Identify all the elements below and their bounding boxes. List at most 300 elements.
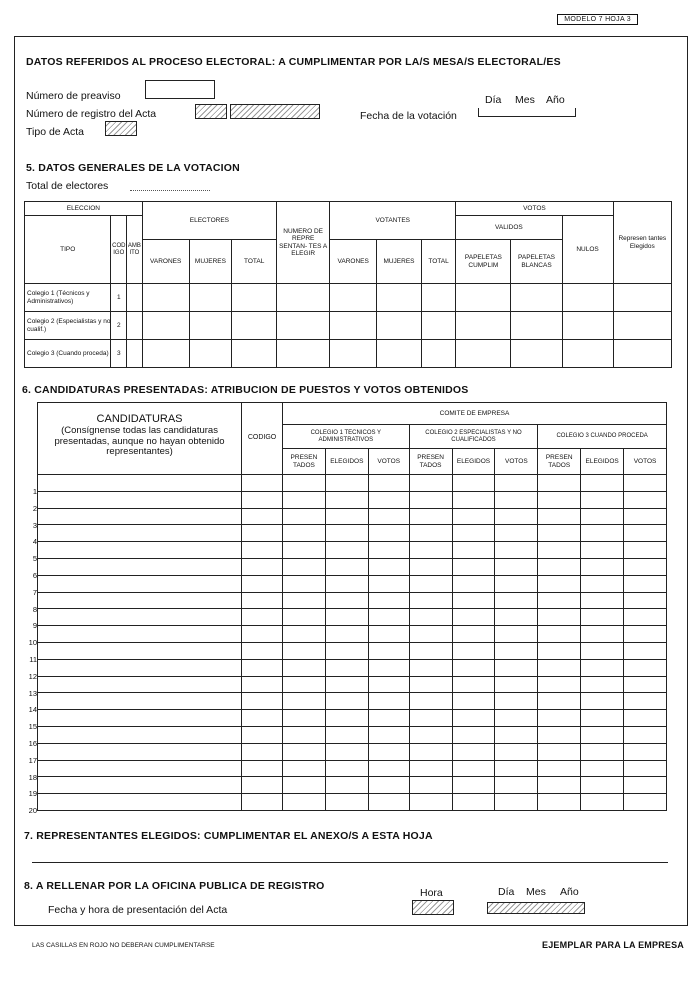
value-cell[interactable] <box>368 777 409 794</box>
value-cell[interactable] <box>325 525 368 542</box>
value-cell[interactable] <box>495 525 538 542</box>
value-cell[interactable] <box>624 710 667 727</box>
value-cell[interactable] <box>452 659 495 676</box>
value-cell[interactable] <box>495 659 538 676</box>
value-cell[interactable] <box>581 726 624 743</box>
registro-field-2 <box>230 104 320 119</box>
value-cell[interactable] <box>325 760 368 777</box>
row-number: 1 <box>32 487 37 496</box>
value-cell[interactable] <box>242 592 283 609</box>
row-number: 15 <box>28 722 37 732</box>
s8-title: 8. A RELLENAR POR LA OFICINA PUBLICA DE REGISTRO <box>24 880 325 892</box>
value-cell[interactable] <box>581 475 624 492</box>
value-cell[interactable] <box>452 525 495 542</box>
th-papeletas-blancas: PAPELETAS BLANCAS <box>511 240 562 284</box>
value-cell[interactable] <box>368 626 409 643</box>
th-votos: VOTOS <box>456 202 613 216</box>
value-cell[interactable] <box>538 693 581 710</box>
value-cell[interactable] <box>538 558 581 575</box>
value-cell[interactable] <box>368 542 409 559</box>
value-cell[interactable] <box>409 743 452 760</box>
candidatura-cell[interactable] <box>38 777 242 794</box>
value-cell[interactable] <box>495 491 538 508</box>
value-cell[interactable] <box>624 508 667 525</box>
value-cell[interactable] <box>325 693 368 710</box>
value-cell[interactable] <box>325 726 368 743</box>
value-cell[interactable] <box>581 525 624 542</box>
value-cell[interactable] <box>409 575 452 592</box>
value-cell[interactable] <box>581 743 624 760</box>
th-nulos: NULOS <box>562 216 613 284</box>
value-cell[interactable] <box>282 794 325 811</box>
value-cell[interactable] <box>495 726 538 743</box>
value-cell[interactable] <box>538 659 581 676</box>
value-cell[interactable] <box>282 726 325 743</box>
row-number: 5 <box>32 554 37 564</box>
value-cell[interactable] <box>409 626 452 643</box>
row-number: 12 <box>28 671 37 681</box>
value-cell[interactable] <box>495 676 538 693</box>
candidatura-cell[interactable] <box>38 726 242 743</box>
value-cell[interactable] <box>452 726 495 743</box>
value-cell[interactable] <box>538 676 581 693</box>
candidatura-cell[interactable] <box>38 491 242 508</box>
value-cell[interactable] <box>282 491 325 508</box>
th-validos: VALIDOS <box>456 216 562 240</box>
value-cell[interactable] <box>581 794 624 811</box>
value-cell[interactable] <box>325 592 368 609</box>
value-cell[interactable] <box>368 491 409 508</box>
value-cell[interactable] <box>581 592 624 609</box>
divider <box>32 862 668 863</box>
s5-title: 5. DATOS GENERALES DE LA VOTACION <box>26 162 240 174</box>
table-row <box>38 710 667 727</box>
value-cell[interactable] <box>368 760 409 777</box>
row-number: 20 <box>28 806 37 816</box>
value-cell[interactable] <box>581 626 624 643</box>
value-cell[interactable] <box>282 609 325 626</box>
value-cell[interactable] <box>581 777 624 794</box>
value-cell[interactable] <box>538 642 581 659</box>
value-cell[interactable] <box>242 642 283 659</box>
candidatura-cell[interactable] <box>38 676 242 693</box>
tipo-acta-field <box>105 121 137 136</box>
value-cell[interactable] <box>495 710 538 727</box>
th-tipo: TIPO <box>25 216 111 284</box>
row-number: 6 <box>32 570 37 580</box>
candidatura-cell[interactable] <box>38 508 242 525</box>
value-cell[interactable] <box>242 693 283 710</box>
value-cell[interactable] <box>495 558 538 575</box>
value-cell[interactable] <box>242 794 283 811</box>
preaviso-label: Número de preaviso <box>26 90 121 102</box>
candidatura-cell[interactable] <box>38 592 242 609</box>
value-cell[interactable] <box>242 475 283 492</box>
value-cell[interactable] <box>452 777 495 794</box>
value-cell[interactable] <box>495 760 538 777</box>
value-cell[interactable] <box>282 558 325 575</box>
value-cell[interactable] <box>325 475 368 492</box>
value-cell[interactable] <box>242 676 283 693</box>
row-tipo: Colegio 3 (Cuando proceda) <box>25 340 111 368</box>
value-cell[interactable] <box>452 475 495 492</box>
value-cell[interactable] <box>538 575 581 592</box>
value-cell[interactable] <box>624 558 667 575</box>
value-cell[interactable] <box>282 760 325 777</box>
value-cell[interactable] <box>581 609 624 626</box>
value-cell[interactable] <box>624 491 667 508</box>
th-representantes: Represen tantes Elegidos <box>613 202 671 284</box>
s6-title: 6. CANDIDATURAS PRESENTADAS: ATRIBUCION DE PUESTOS Y VOTOS OBTENIDOS <box>22 384 469 396</box>
value-cell[interactable] <box>495 777 538 794</box>
value-cell[interactable] <box>325 626 368 643</box>
candidatura-cell[interactable] <box>38 575 242 592</box>
th-candidaturas <box>38 403 242 475</box>
value-cell[interactable] <box>242 626 283 643</box>
value-cell[interactable] <box>581 558 624 575</box>
dia-label: Día <box>485 94 502 106</box>
value-cell[interactable] <box>495 609 538 626</box>
row-codigo: 3 <box>111 340 127 368</box>
value-cell[interactable] <box>242 777 283 794</box>
value-cell[interactable] <box>242 659 283 676</box>
value-cell[interactable] <box>581 508 624 525</box>
value-cell[interactable] <box>325 777 368 794</box>
value-cell[interactable] <box>368 743 409 760</box>
th-c1-votos: VOTOS <box>368 449 409 475</box>
s8-dia-label: Día <box>498 886 515 898</box>
value-cell[interactable] <box>538 475 581 492</box>
table-row <box>38 693 667 710</box>
value-cell[interactable] <box>495 508 538 525</box>
value-cell[interactable] <box>452 676 495 693</box>
row-number: 19 <box>28 789 37 799</box>
th-codigo: CODIGO <box>242 403 283 475</box>
value-cell[interactable] <box>409 693 452 710</box>
candidatura-cell[interactable] <box>38 609 242 626</box>
fecha-votacion-field[interactable] <box>478 108 576 117</box>
value-cell[interactable] <box>409 475 452 492</box>
th-papeletas-cumplim: PAPELETAS CUMPLIM <box>456 240 511 284</box>
th-v-total: TOTAL <box>421 240 455 284</box>
value-cell[interactable] <box>624 525 667 542</box>
value-cell[interactable] <box>452 642 495 659</box>
value-cell[interactable] <box>282 508 325 525</box>
value-cell[interactable] <box>495 743 538 760</box>
value-cell[interactable] <box>624 743 667 760</box>
value-cell[interactable] <box>624 794 667 811</box>
candidatura-cell[interactable] <box>38 475 242 492</box>
th-numero-repre: NUMERO DE REPRE SENTAN- TES A ELEGIR <box>277 202 330 284</box>
value-cell[interactable] <box>538 609 581 626</box>
fecha-votacion-label: Fecha de la votación <box>360 110 457 122</box>
value-cell[interactable] <box>368 726 409 743</box>
value-cell[interactable] <box>325 743 368 760</box>
hora-field <box>412 900 454 915</box>
value-cell[interactable] <box>495 575 538 592</box>
value-cell[interactable] <box>368 592 409 609</box>
value-cell[interactable] <box>452 508 495 525</box>
value-cell[interactable] <box>538 626 581 643</box>
value-cell[interactable] <box>452 609 495 626</box>
candidatura-cell[interactable] <box>38 693 242 710</box>
value-cell[interactable] <box>325 659 368 676</box>
th-v-mujeres: MUJERES <box>377 240 422 284</box>
value-cell[interactable] <box>325 642 368 659</box>
value-cell[interactable] <box>409 726 452 743</box>
value-cell[interactable] <box>325 609 368 626</box>
row-number: 8 <box>32 604 37 614</box>
value-cell[interactable] <box>495 542 538 559</box>
value-cell[interactable] <box>368 676 409 693</box>
s8-mes-label: Mes <box>526 886 546 898</box>
value-cell[interactable] <box>282 743 325 760</box>
value-cell[interactable] <box>242 542 283 559</box>
value-cell[interactable] <box>242 491 283 508</box>
value-cell[interactable] <box>325 710 368 727</box>
value-cell[interactable] <box>282 542 325 559</box>
fecha-hora-label: Fecha y hora de presentación del Acta <box>48 904 228 916</box>
value-cell[interactable] <box>581 760 624 777</box>
value-cell[interactable] <box>581 642 624 659</box>
value-cell[interactable] <box>581 575 624 592</box>
value-cell[interactable] <box>325 558 368 575</box>
s8-anio-label: Año <box>560 886 579 898</box>
value-cell[interactable] <box>368 794 409 811</box>
value-cell[interactable] <box>368 710 409 727</box>
candidatura-cell[interactable] <box>38 794 242 811</box>
value-cell[interactable] <box>282 710 325 727</box>
row-codigo: 2 <box>111 312 127 340</box>
th-electores: ELECTORES <box>142 202 276 240</box>
value-cell[interactable] <box>495 642 538 659</box>
value-cell[interactable] <box>581 491 624 508</box>
value-cell[interactable] <box>282 475 325 492</box>
value-cell[interactable] <box>538 508 581 525</box>
value-cell[interactable] <box>368 693 409 710</box>
value-cell[interactable] <box>409 491 452 508</box>
value-cell[interactable] <box>538 542 581 559</box>
value-cell[interactable] <box>624 542 667 559</box>
value-cell[interactable] <box>409 592 452 609</box>
value-cell[interactable] <box>624 575 667 592</box>
value-cell[interactable] <box>624 609 667 626</box>
table-row <box>38 575 667 592</box>
value-cell[interactable] <box>409 659 452 676</box>
value-cell[interactable] <box>368 609 409 626</box>
value-cell[interactable] <box>581 542 624 559</box>
registro-field-1 <box>195 104 227 119</box>
value-cell[interactable] <box>581 659 624 676</box>
th-codigo: CODIGO <box>111 216 127 284</box>
value-cell[interactable] <box>495 592 538 609</box>
value-cell[interactable] <box>242 743 283 760</box>
value-cell[interactable] <box>538 726 581 743</box>
value-cell[interactable] <box>624 777 667 794</box>
table-row <box>25 284 672 312</box>
table-row <box>38 626 667 643</box>
value-cell[interactable] <box>368 475 409 492</box>
candidatura-cell[interactable] <box>38 710 242 727</box>
th-e-varones: VARONES <box>142 240 189 284</box>
s8-fecha-field <box>487 902 585 914</box>
th-colegio1: COLEGIO 1 TECNICOS Y ADMINISTRATIVOS <box>282 425 409 449</box>
value-cell[interactable] <box>282 777 325 794</box>
value-cell[interactable] <box>624 626 667 643</box>
footer-copy: EJEMPLAR PARA LA EMPRESA <box>542 940 684 950</box>
table-row <box>38 542 667 559</box>
value-cell[interactable] <box>624 676 667 693</box>
preaviso-field[interactable] <box>145 80 215 99</box>
value-cell[interactable] <box>282 693 325 710</box>
value-cell[interactable] <box>409 710 452 727</box>
row-number: 3 <box>32 520 37 530</box>
row-tipo: Colegio 2 (Especialistas y no cualif.) <box>25 312 111 340</box>
table-row <box>38 743 667 760</box>
value-cell[interactable] <box>325 542 368 559</box>
value-cell[interactable] <box>538 760 581 777</box>
value-cell[interactable] <box>368 575 409 592</box>
table-row <box>38 475 667 492</box>
value-cell[interactable] <box>581 710 624 727</box>
value-cell[interactable] <box>242 760 283 777</box>
footer-note: LAS CASILLAS EN ROJO NO DEBERAN CUMPLIMENTARSE <box>32 942 215 949</box>
th-e-mujeres: MUJERES <box>189 240 232 284</box>
value-cell[interactable] <box>452 575 495 592</box>
th-votantes: VOTANTES <box>330 202 456 240</box>
value-cell[interactable] <box>624 659 667 676</box>
th-c2-presentados: PRESEN TADOS <box>409 449 452 475</box>
value-cell[interactable] <box>624 475 667 492</box>
value-cell[interactable] <box>325 676 368 693</box>
value-cell[interactable] <box>538 491 581 508</box>
value-cell[interactable] <box>325 794 368 811</box>
table-row <box>38 760 667 777</box>
value-cell[interactable] <box>452 558 495 575</box>
value-cell[interactable] <box>282 642 325 659</box>
value-cell[interactable] <box>538 794 581 811</box>
value-cell[interactable] <box>538 777 581 794</box>
value-cell[interactable] <box>368 558 409 575</box>
value-cell[interactable] <box>242 525 283 542</box>
value-cell[interactable] <box>242 609 283 626</box>
row-number: 11 <box>29 654 37 664</box>
th-c3-elegidos: ELEGIDOS <box>581 449 624 475</box>
value-cell[interactable] <box>409 760 452 777</box>
value-cell[interactable] <box>368 508 409 525</box>
value-cell[interactable] <box>495 626 538 643</box>
value-cell[interactable] <box>325 491 368 508</box>
value-cell[interactable] <box>538 525 581 542</box>
value-cell[interactable] <box>538 710 581 727</box>
value-cell[interactable] <box>624 693 667 710</box>
table-row <box>38 558 667 575</box>
candidatura-cell[interactable] <box>38 542 242 559</box>
mes-label: Mes <box>515 94 535 106</box>
value-cell[interactable] <box>282 626 325 643</box>
value-cell[interactable] <box>624 726 667 743</box>
value-cell[interactable] <box>282 659 325 676</box>
value-cell[interactable] <box>581 693 624 710</box>
value-cell[interactable] <box>409 609 452 626</box>
value-cell[interactable] <box>452 542 495 559</box>
value-cell[interactable] <box>242 558 283 575</box>
table-row <box>38 491 667 508</box>
value-cell[interactable] <box>624 642 667 659</box>
total-electores-label: Total de electores <box>26 180 109 192</box>
row-number: 7 <box>32 587 37 597</box>
candidatura-cell[interactable] <box>38 659 242 676</box>
candidatura-cell[interactable] <box>38 525 242 542</box>
value-cell[interactable] <box>452 794 495 811</box>
table-row <box>38 525 667 542</box>
value-cell[interactable] <box>282 592 325 609</box>
value-cell[interactable] <box>242 726 283 743</box>
candidatura-cell[interactable] <box>38 743 242 760</box>
value-cell[interactable] <box>325 508 368 525</box>
value-cell[interactable] <box>325 575 368 592</box>
value-cell[interactable] <box>409 542 452 559</box>
candidaturas-title: CANDIDATURAS <box>96 413 183 425</box>
value-cell[interactable] <box>452 760 495 777</box>
value-cell[interactable] <box>409 642 452 659</box>
row-number: 9 <box>32 621 37 631</box>
table-row <box>38 777 667 794</box>
value-cell[interactable] <box>282 525 325 542</box>
candidatura-cell[interactable] <box>38 760 242 777</box>
value-cell[interactable] <box>624 592 667 609</box>
value-cell[interactable] <box>538 743 581 760</box>
value-cell[interactable] <box>495 693 538 710</box>
candidatura-cell[interactable] <box>38 558 242 575</box>
table-row <box>25 340 672 368</box>
value-cell[interactable] <box>409 794 452 811</box>
value-cell[interactable] <box>452 626 495 643</box>
model-label: MODELO 7 HOJA 3 <box>557 14 638 25</box>
value-cell[interactable] <box>409 777 452 794</box>
value-cell[interactable] <box>452 592 495 609</box>
value-cell[interactable] <box>452 491 495 508</box>
value-cell[interactable] <box>282 575 325 592</box>
value-cell[interactable] <box>409 558 452 575</box>
total-electores-field[interactable] <box>130 190 210 191</box>
value-cell[interactable] <box>452 710 495 727</box>
value-cell[interactable] <box>538 592 581 609</box>
value-cell[interactable] <box>282 676 325 693</box>
th-v-varones: VARONES <box>330 240 377 284</box>
value-cell[interactable] <box>242 575 283 592</box>
candidatura-cell[interactable] <box>38 626 242 643</box>
value-cell[interactable] <box>581 676 624 693</box>
value-cell[interactable] <box>242 508 283 525</box>
value-cell[interactable] <box>452 693 495 710</box>
table-row <box>38 794 667 811</box>
hora-label: Hora <box>420 887 443 899</box>
value-cell[interactable] <box>452 743 495 760</box>
value-cell[interactable] <box>624 760 667 777</box>
value-cell[interactable] <box>409 676 452 693</box>
value-cell[interactable] <box>495 794 538 811</box>
candidatura-cell[interactable] <box>38 642 242 659</box>
value-cell[interactable] <box>242 710 283 727</box>
value-cell[interactable] <box>409 525 452 542</box>
value-cell[interactable] <box>368 659 409 676</box>
value-cell[interactable] <box>368 525 409 542</box>
th-c2-elegidos: ELEGIDOS <box>452 449 495 475</box>
value-cell[interactable] <box>495 475 538 492</box>
value-cell[interactable] <box>368 642 409 659</box>
value-cell[interactable] <box>409 508 452 525</box>
